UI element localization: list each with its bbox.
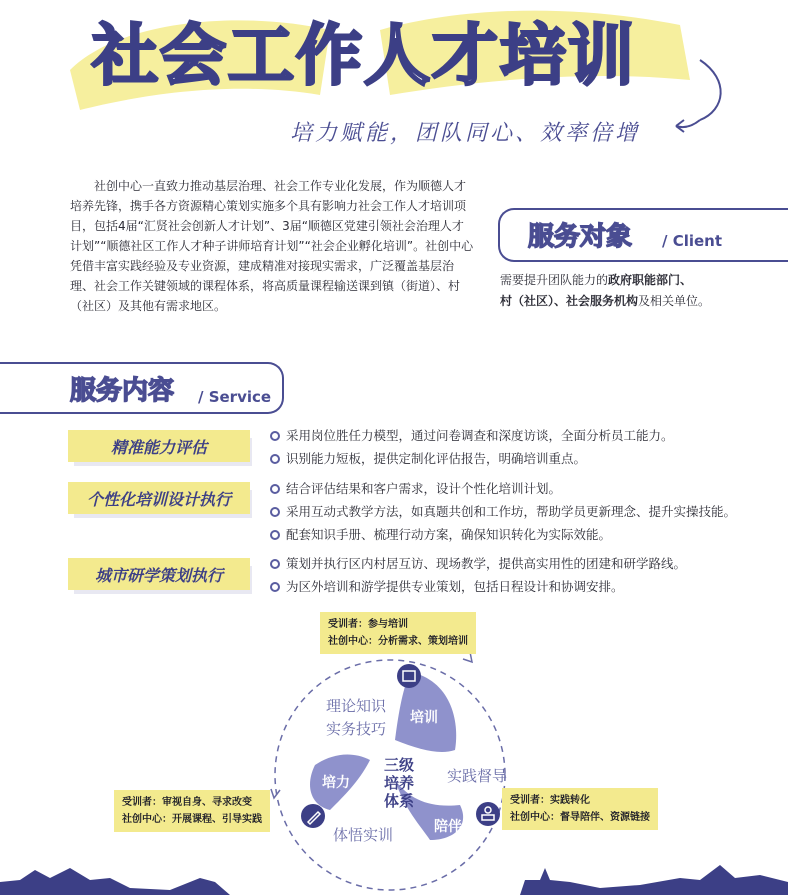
service-tag-design: 个性化培训设计执行 (68, 482, 250, 514)
service-items-study-tour (270, 552, 686, 598)
bullet-icon (270, 484, 280, 494)
list-item-text: 采用岗位胜任力模型，通过问卷调查和深度访谈，全面分析员工能力。 (286, 428, 674, 443)
list-item (270, 552, 686, 575)
list-item-text: 识别能力短板，提供定制化评估报告，明确培训重点。 (286, 451, 587, 466)
ring-label-theory: 理论知识 (326, 697, 387, 715)
center-line: 培养 (384, 774, 415, 792)
ring-label-practice: 实践督导 (447, 767, 508, 785)
center-line: 体系 (384, 792, 415, 810)
bullet-icon (270, 507, 280, 517)
list-item (270, 447, 674, 470)
bullet-icon (270, 454, 280, 464)
note-empower (114, 790, 270, 832)
city-skyline-decoration (0, 860, 788, 895)
client-heading-en: / Client (662, 232, 723, 250)
note-line: 受训者：审视自身、寻求改变 (122, 797, 252, 808)
bullet-icon (270, 530, 280, 540)
segment-accompany-label: 陪伴 (434, 819, 462, 835)
segment-empower-label: 培力 (322, 775, 350, 791)
intro-paragraph: 社创中心一直致力推动基层治理、社会工作专业化发展，作为顺德人才培养先锋，携手各方资源精心策划实施多个具有影响力社会工作人才培训项目，包括4届“汇贤社会创新人才计划”、3届“顺德区党建引领社会治理人才计划”“顺德社区工作人才种子讲师培育计划”“社会企业孵化培训”。社创中心凭借丰富实践经验及专业资源，建成精准对接现实需求，广泛覆盖基层治理、社会工作关键领域的课程体系，将高质量课程输送课到镇（街道）、村（社区）及其他有需求地区。 (70, 179, 474, 313)
service-items-design (270, 477, 736, 546)
list-item-text: 采用互动式教学方法，如真题共创和工作坊，帮助学员更新理念、提升实操技能。 (286, 504, 737, 519)
client-desc-pre: 需要提升团队能力的 (500, 273, 609, 287)
list-item (270, 477, 736, 500)
client-desc-bold-gov: 政府职能部门、 (608, 273, 693, 287)
service-heading: 服务内容 (70, 376, 175, 406)
note-line: 社创中心：分析需求、策划培训 (328, 636, 468, 647)
list-item-text: 策划并执行区内村居互访、现场教学，提供高实用性的团建和研学路线。 (286, 556, 687, 571)
list-item-text: 为区外培训和游学提供专业策划，包括日程设计和协调安排。 (286, 579, 624, 594)
center-line: 三级 (384, 756, 415, 774)
service-items-assessment (270, 424, 674, 470)
bullet-icon (270, 559, 280, 569)
client-heading: 服务对象 (528, 222, 633, 252)
note-line: 社创中心：督导陪伴、资源链接 (510, 812, 650, 823)
list-item (270, 424, 674, 447)
mentor-icon (476, 802, 500, 826)
note-accompany (502, 788, 658, 830)
list-item (270, 575, 686, 598)
list-item-text: 结合评估结果和客户需求，设计个性化培训计划。 (286, 481, 562, 496)
list-item-text: 配套知识手册、梳理行动方案，确保知识转化为实际效能。 (286, 527, 612, 542)
bullet-icon (270, 431, 280, 441)
diagram-center (384, 756, 414, 810)
client-description (500, 270, 780, 312)
note-train (320, 612, 476, 654)
note-line: 受训者：实践转化 (510, 795, 590, 806)
list-item (270, 500, 736, 523)
service-tag-study-tour: 城市研学策划执行 (68, 558, 250, 590)
segment-train-label: 培训 (410, 710, 438, 726)
ring-label-skills: 实务技巧 (326, 720, 387, 738)
client-desc-bold-org: 村（社区）、社会服务机构 (500, 294, 639, 308)
book-icon (397, 664, 421, 688)
page-subtitle: 培力赋能，团队同心、效率倍增 (290, 121, 641, 146)
list-item (270, 523, 736, 546)
ring-label-experience: 体悟实训 (333, 826, 394, 844)
note-line: 受训者：参与培训 (328, 619, 408, 630)
page-title: 社会工作人才培训 (92, 17, 636, 94)
service-heading-en: / Service (198, 388, 272, 406)
bullet-icon (270, 582, 280, 592)
client-desc-post: 及相关单位。 (638, 294, 711, 308)
service-tag-assessment: 精准能力评估 (68, 430, 250, 462)
note-line: 社创中心：开展课程、引导实践 (122, 814, 262, 825)
